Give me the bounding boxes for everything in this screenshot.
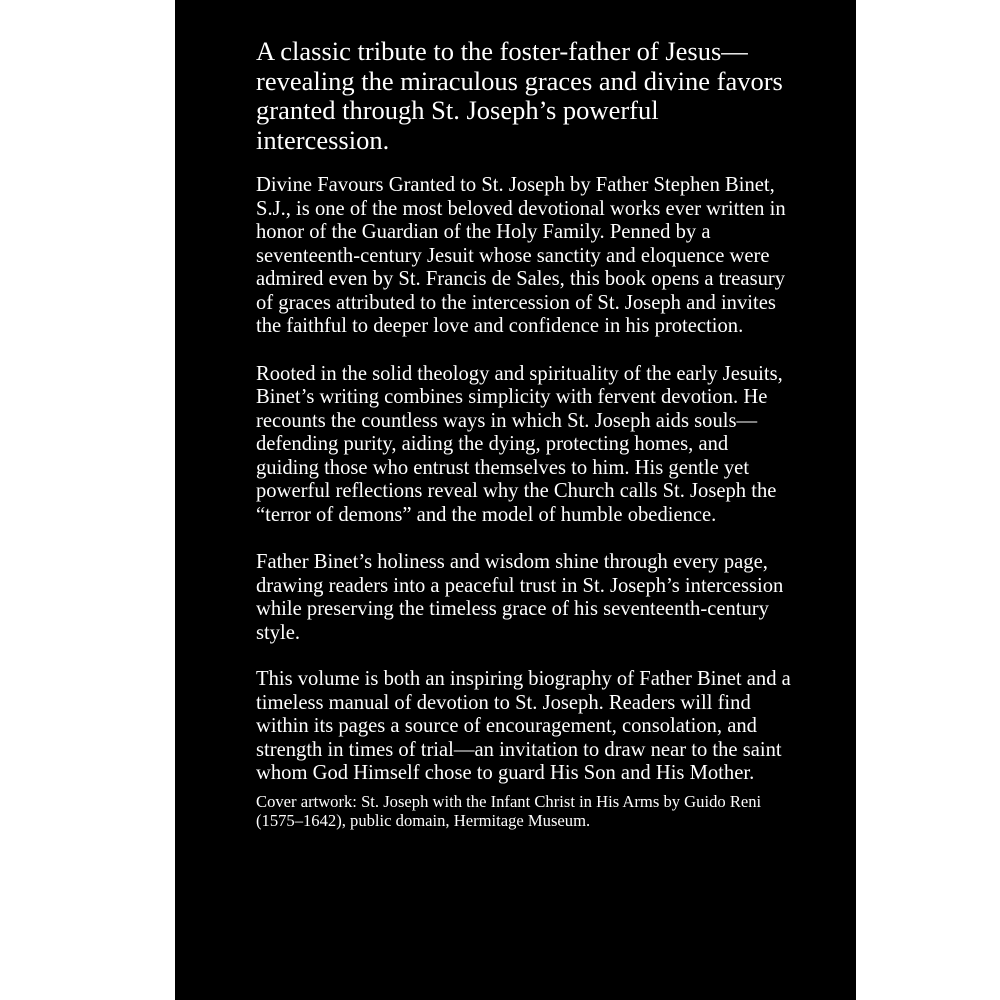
cover-art-credit: Cover artwork: St. Joseph with the Infant Christ in His Arms by Guido Reni (1575–1642), public domain, Hermitage Museum. bbox=[256, 791, 762, 830]
description-paragraph-3: Father Binet’s holiness and wisdom shine through every page, drawing readers into a peaceful trust in St. Joseph’s intercession while preserving the timeless grace of his seventeenth-century style. bbox=[256, 551, 784, 644]
headline: A classic tribute to the foster-father of Jesus—revealing the miraculous graces and divine favors granted through St. Joseph’s powerful intercession. bbox=[256, 36, 783, 155]
book-back-cover bbox=[175, 0, 856, 1000]
description-paragraph-4: This volume is both an inspiring biography of Father Binet and a timeless manual of devotion to St. Joseph. Readers will find within its pages a source of encouragement, consolation, and strength in times of trial—an invitation to draw near to the saint whom God Himself chose to guard His Son and His Mother. bbox=[256, 668, 791, 784]
back-cover-text bbox=[256, 37, 796, 831]
description-paragraph-1: Divine Favours Granted to St. Joseph by Father Stephen Binet, S.J., is one of the most beloved devotional works ever written in honor of the Guardian of the Holy Family. Penned by a seventeenth-century Jesuit whose sanctity and eloquence were admired even by St. Francis de Sales, this book opens a treasury of graces attributed to the intercession of St. Joseph and invites the faithful to deeper love and confidence in his protection. bbox=[256, 174, 786, 337]
description-paragraph-2: Rooted in the solid theology and spirituality of the early Jesuits, Binet’s writing combines simplicity with fervent devotion. He recounts the countless ways in which St. Joseph aids souls—defending purity, aiding the dying, protecting homes, and guiding those who entrust themselves to him. His gentle yet powerful reflections reveal why the Church calls St. Joseph the “terror of demons” and the model of humble obedience. bbox=[256, 362, 783, 526]
